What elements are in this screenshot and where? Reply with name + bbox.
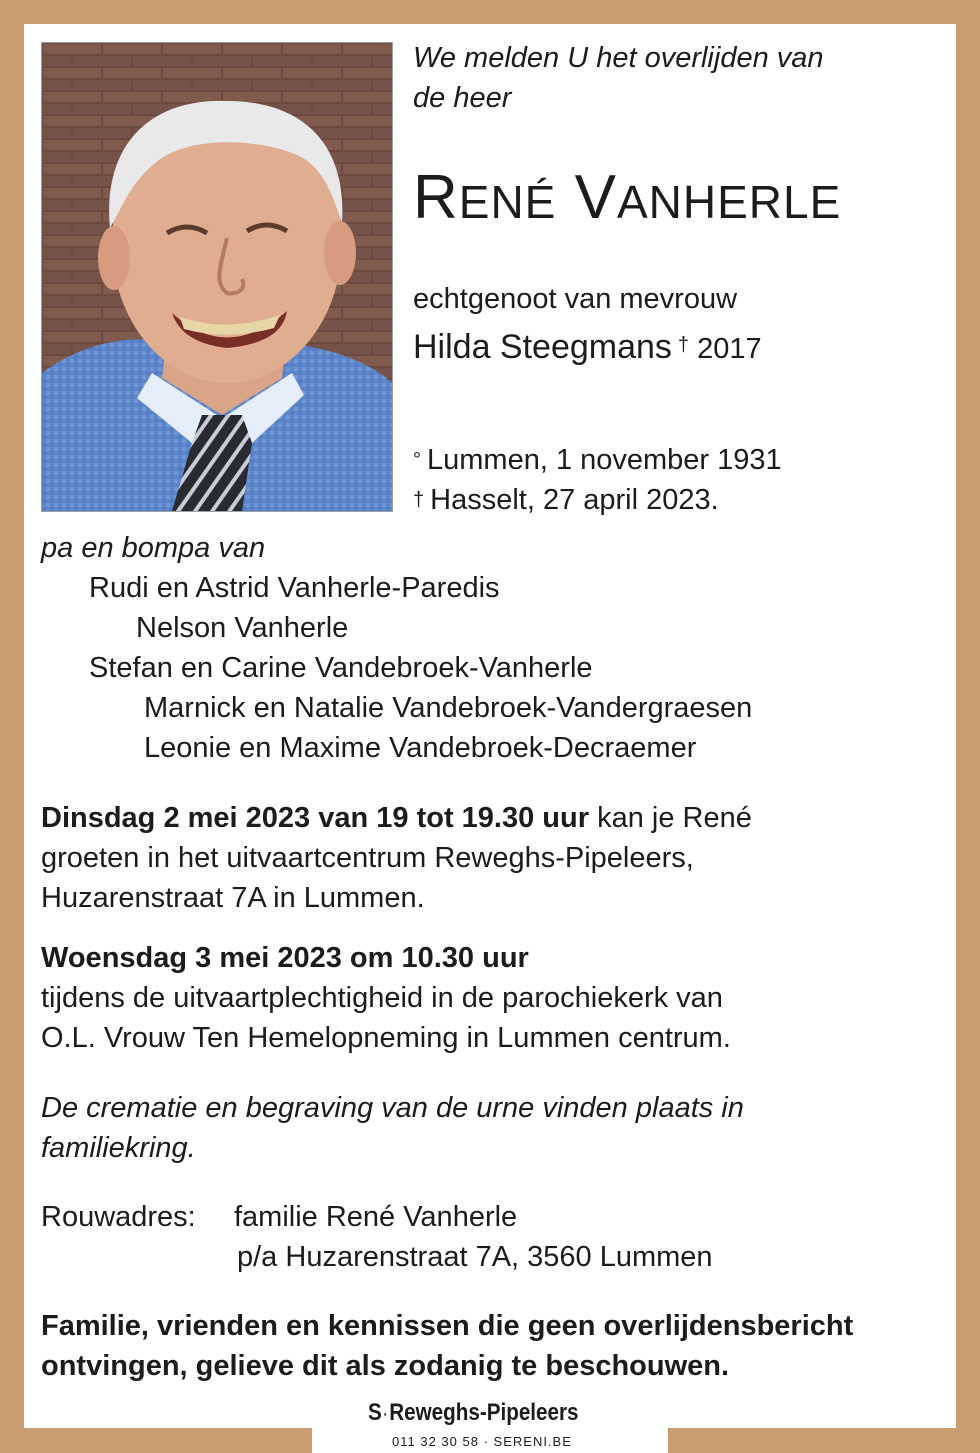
portrait-illustration	[42, 43, 392, 511]
contact-separator: ·	[483, 1434, 489, 1449]
funeral-home-logo	[368, 1398, 579, 1429]
notice-line-2: ontvingen, gelieve dit als zodanig te beschouwen.	[41, 1350, 730, 1382]
logo-s-mark: S	[368, 1399, 382, 1426]
intro-line-1: We melden U het overlijden van	[413, 42, 824, 74]
visitation-line-1	[41, 798, 752, 838]
logo-dot: ·	[383, 1405, 388, 1422]
last-name-rest: ANHERLE	[616, 176, 842, 228]
family-member: Rudi en Astrid Vanherle-Paredis	[89, 572, 500, 604]
address-line-1: familie René Vanherle	[234, 1201, 518, 1233]
address-label: Rouwadres:	[41, 1201, 196, 1233]
website: SERENI.BE	[493, 1434, 572, 1449]
spouse-line	[413, 325, 762, 371]
death-line	[413, 480, 719, 520]
birth-mark: °	[413, 449, 421, 471]
visitation-text: kan je René	[589, 802, 752, 834]
ceremony-line-2: tijdens de uitvaartplechtigheid in de parochiekerk van	[41, 982, 723, 1014]
family-member: Nelson Vanherle	[136, 612, 349, 644]
visitation-datetime: Dinsdag 2 mei 2023 van 19 tot 19.30 uur	[41, 802, 590, 834]
death-mark: †	[413, 489, 425, 511]
ceremony-datetime: Woensdag 3 mei 2023 om 10.30 uur	[41, 942, 529, 974]
family-member: Leonie en Maxime Vandebroek-Decraemer	[144, 732, 697, 764]
family-member: Marnick en Natalie Vandebroek-Vandergraesen	[144, 692, 753, 724]
family-heading: pa en bompa van	[41, 532, 266, 564]
first-name-rest: ENÉ	[458, 176, 557, 228]
spouse-death-mark: †	[677, 334, 690, 356]
last-name-initial: V	[574, 163, 617, 232]
death-info: Hasselt, 27 april 2023.	[430, 484, 719, 516]
family-member: Stefan en Carine Vandebroek-Vanherle	[89, 652, 593, 684]
deceased-name	[413, 160, 841, 240]
funeral-home-name: Reweghs-Pipeleers	[389, 1399, 579, 1426]
ceremony-line-3: O.L. Vrouw Ten Hemelopneming in Lummen centrum.	[41, 1022, 731, 1054]
spouse-death-year: 2017	[697, 333, 762, 365]
first-name-initial: R	[413, 163, 459, 232]
portrait-photo	[41, 42, 393, 512]
birth-line	[413, 440, 782, 480]
cremation-line-1: De crematie en begraving van de urne vinden plaats in	[41, 1092, 744, 1124]
intro-line-2: de heer	[413, 82, 512, 114]
address-line-2: p/a Huzarenstraat 7A, 3560 Lummen	[237, 1241, 713, 1273]
visitation-line-3: Huzarenstraat 7A in Lummen.	[41, 882, 425, 914]
notice-line-1: Familie, vrienden en kennissen die geen overlijdensbericht	[41, 1310, 854, 1342]
cremation-line-2: familiekring.	[41, 1132, 196, 1164]
spouse-name: Hilda Steegmans	[413, 328, 672, 366]
funeral-home-contact	[392, 1433, 572, 1451]
visitation-line-2: groeten in het uitvaartcentrum Reweghs-Pipeleers,	[41, 842, 694, 874]
birth-info: Lummen, 1 november 1931	[427, 444, 782, 476]
phone-number: 011 32 30 58	[392, 1434, 479, 1449]
spouse-label: echtgenoot van mevrouw	[413, 283, 738, 315]
